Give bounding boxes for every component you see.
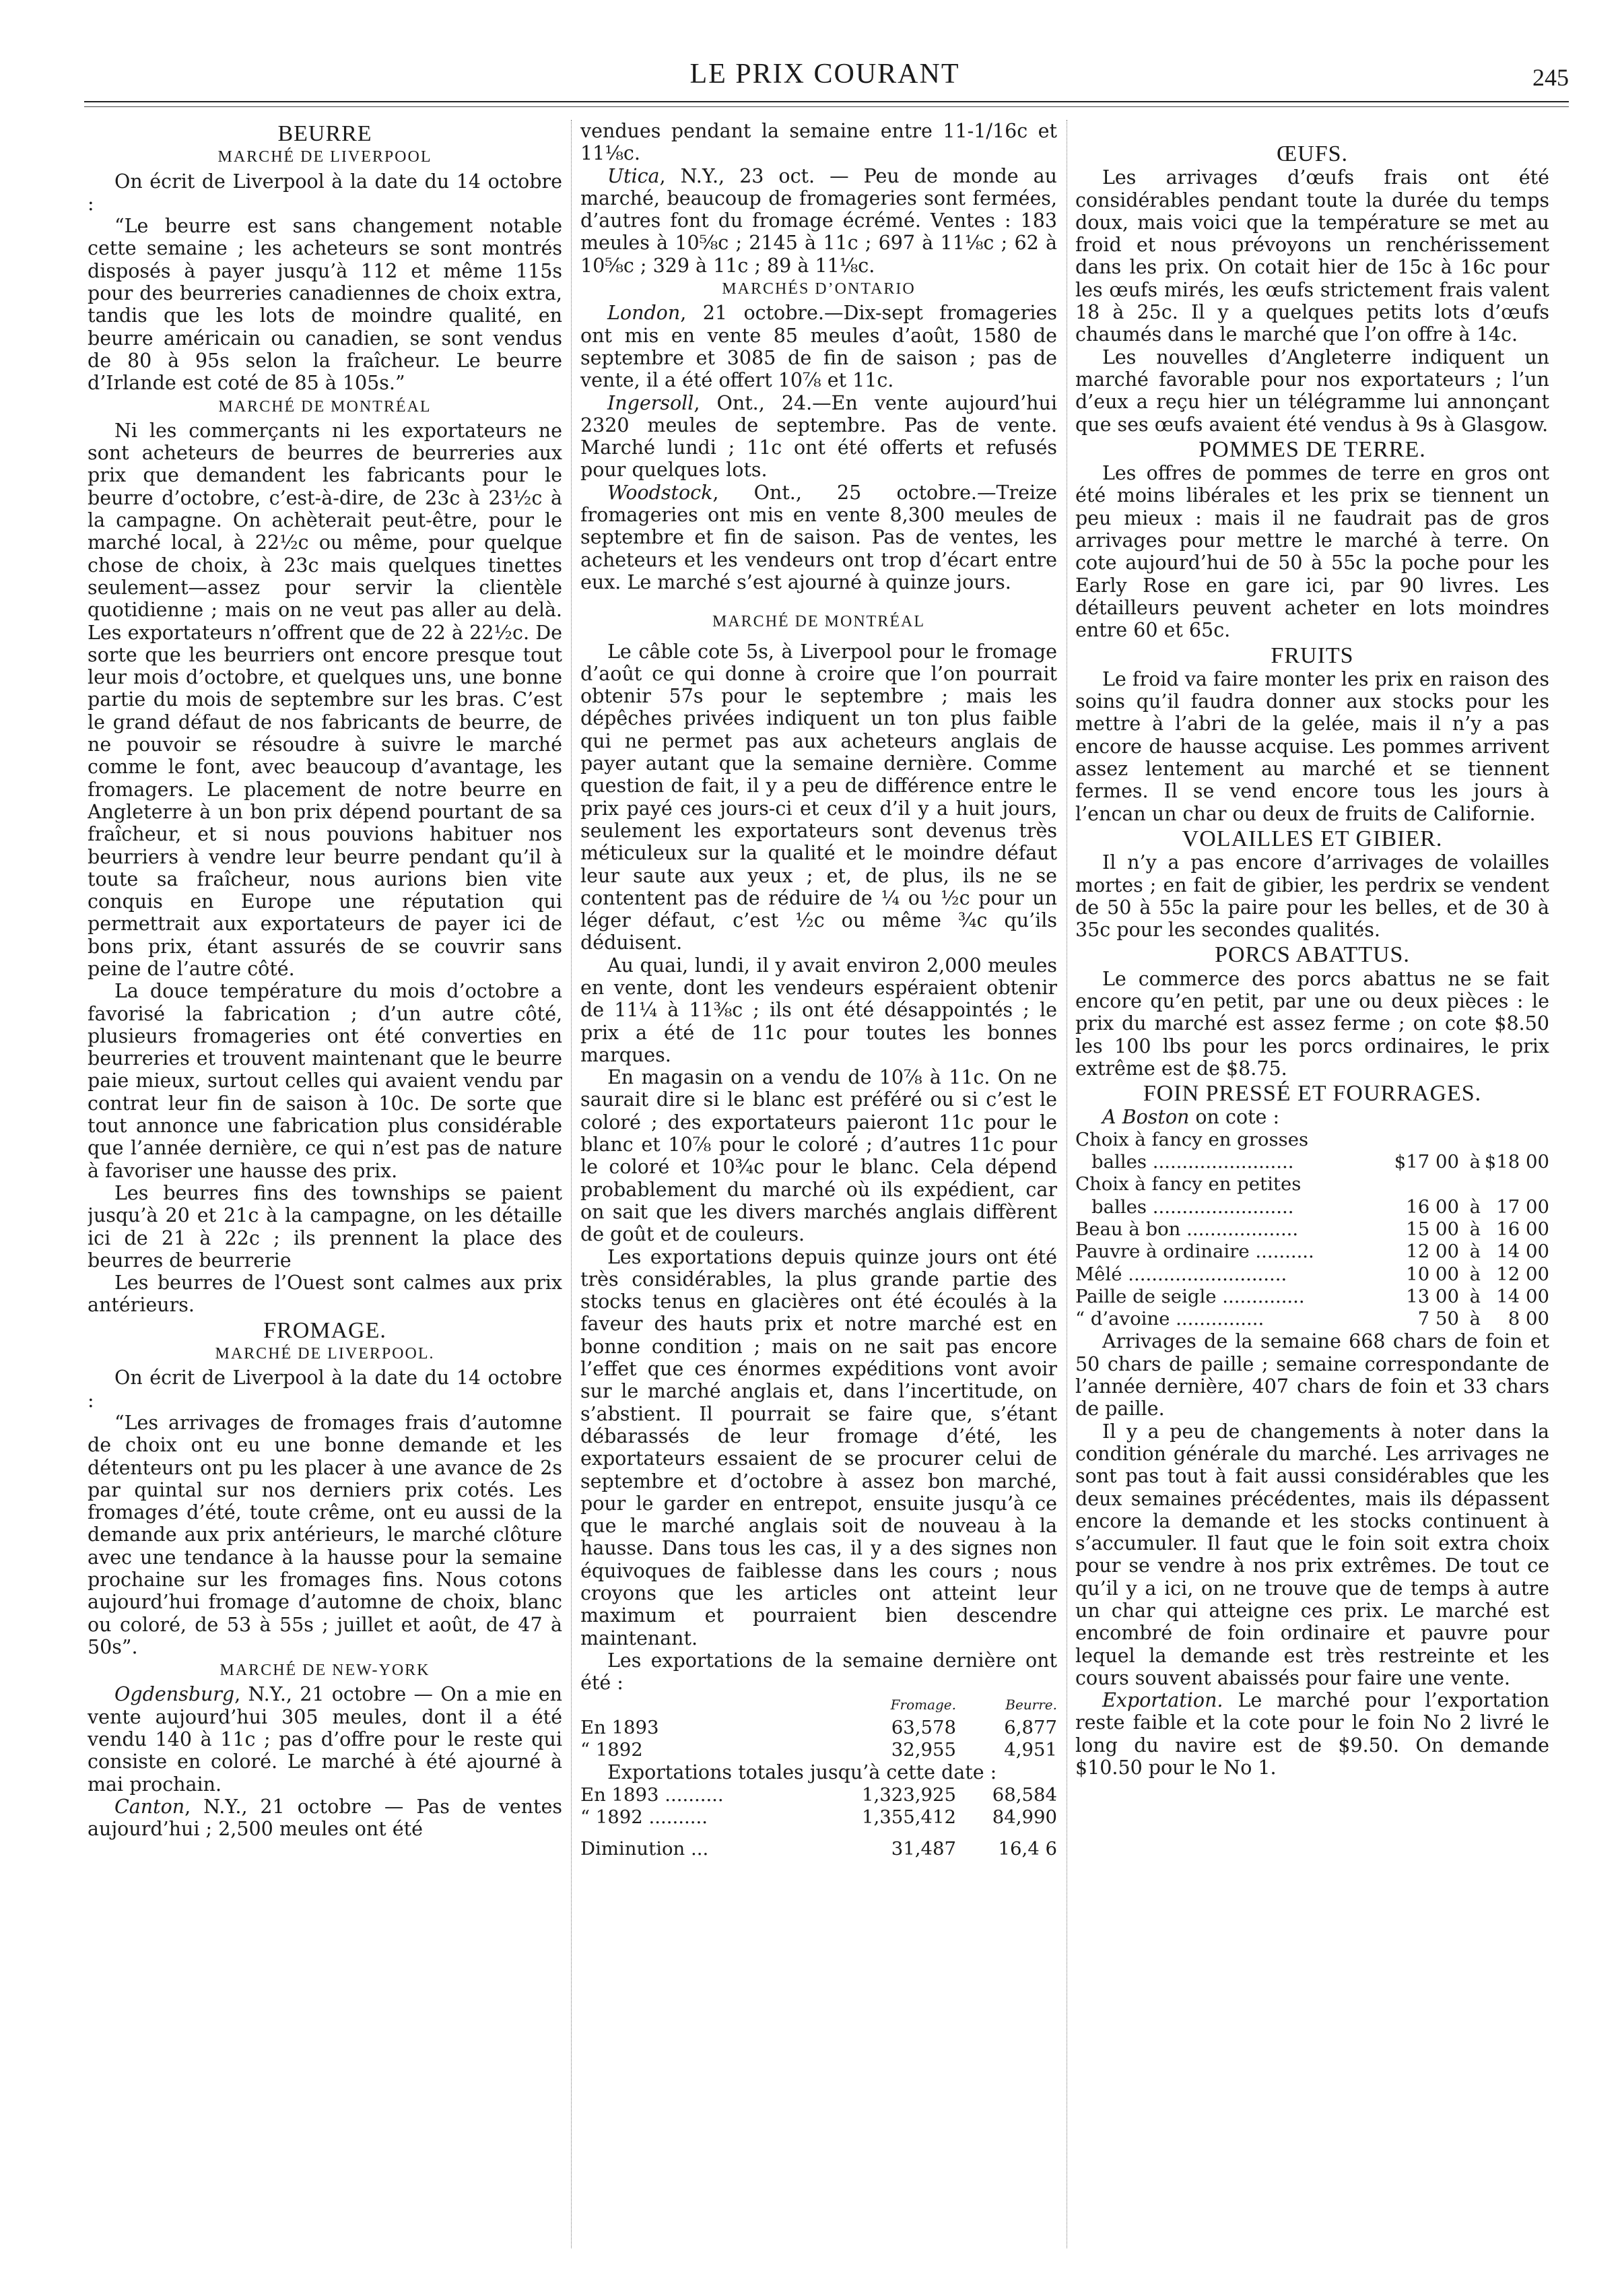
table-cell: $17 00 — [1394, 1151, 1459, 1173]
paragraph: Les beurres fins des townships se paient jusqu’à 20 et 21c à la campagne, on les détaille ici de 21 à 22c ; ils prennent la place des beurres de beurrerie — [88, 1181, 562, 1272]
paragraph — [580, 165, 1057, 277]
table-cell: 84,990 — [992, 1806, 1057, 1828]
table-cell: à — [1469, 1218, 1481, 1240]
table-cell — [1459, 1129, 1481, 1151]
paragraph: Ni les commerçants ni les exportateurs ne sont acheteurs de beurres de beurreries aux prix que demandent les fabricants pour le beurre d’octobre, c’est-à-dire, de 23c à 23½c à la campagne. On achèterait peut-être, pour le marché local, à 22½c ou même, pour quelque chose de choix, à 23c mais quelques tinettes seulement—assez pour servir la clientèle quotidienne ; mais on ne veut pas aller au delà. Les exportateurs n’offrent que de 22 à 22½c. De sorte que les beurriers ont encore presque tout leur mois d’octobre, et quelques uns, une bonne partie du mois de septembre sur les bras. C’est le grand défaut de nos fabricants de beurre, de ne pouvoir se résoudre à suivre le marché comme le font, avec beaucoup d’avantage, les fromagers. Le placement de notre beurre en Angleterre à un bon prix dépend pourtant de sa fraîcheur, et si nous pouvions habituer nos beurriers à vendre leur beurre pendant qu’il à toute sa fraîcheur, nous aurions bien vite conquis en Europe une réputation qui permettrait aux exportateurs de payer ici de bons prix, étant assurés de se couvrir sans peine de l’autre côté. — [88, 419, 562, 980]
section-heading-oeufs: ŒUFS. — [1276, 141, 1349, 166]
table-cell: 31,487 — [891, 1838, 956, 1860]
table-cell: 12 00 — [1496, 1263, 1549, 1285]
table-cell: 6,877 — [1004, 1716, 1057, 1738]
table-cell: 16 00 — [1406, 1195, 1459, 1218]
paragraph — [580, 302, 1057, 391]
place-name: Canton — [114, 1795, 185, 1818]
paragraph-text: , N.Y., 23 oct. — Peu de monde au marché, beaucoup de fromageries sont fermées, d’autres font du fromage écrémé. Ventes : 183 meules à 10⅝c ; 2145 à 11c ; 697 à 11⅛c ; 62 à 10⅝c ; 329 à 11c ; 89 à 11⅛c. — [580, 164, 1057, 277]
table-cell: 8 00 — [1508, 1308, 1549, 1330]
paragraph-text: , N.Y., 21 octobre — On a mie en vente aujourd’hui 305 meules, dont il a été vendu 140 à 11c ; pas d’offre pour le reste qui consiste en coloré. Le marché à été ajourné à mai prochain. — [88, 1683, 562, 1796]
paragraph: vendues pendant la semaine entre 11-1/16c et 11⅛c. — [580, 120, 1057, 165]
table-cell: Beau à bon ................... — [1075, 1218, 1299, 1240]
table-cell: balles ........................ — [1091, 1151, 1294, 1173]
subheading-liverpool: MARCHÉ DE LIVERPOOL — [217, 148, 432, 166]
table-cell: balles ........................ — [1091, 1195, 1294, 1218]
publication-title: LE PRIX COURANT — [689, 59, 960, 90]
table-cell: à — [1469, 1241, 1481, 1263]
table-cell: à — [1469, 1308, 1481, 1330]
table-cell: 16,4 6 — [998, 1838, 1057, 1860]
place-name: Utica — [607, 164, 660, 187]
table-cell: 17 00 — [1496, 1195, 1549, 1218]
section-heading-porcs: PORCS ABATTUS. — [1215, 942, 1410, 968]
paragraph — [88, 1683, 562, 1795]
header-rule — [84, 101, 1569, 102]
table-cell: 1,323,925 — [862, 1783, 956, 1806]
table-cell: 7 50 — [1417, 1308, 1459, 1330]
paragraph: En magasin on a vendu de 10⅞ à 11c. On ne saurait dire si le blanc est préféré ou si c’est le coloré ; des exportateurs paieront 11c pour le blanc et 10⅞ pour le coloré ; d’autres 11c pour le coloré et 10¾c pour le blanc. Cela dépend probablement du marché où ils expédient, car on sait que les divers marchés anglais diffèrent de goût et de couleurs. — [580, 1066, 1057, 1246]
paragraph: Les arrivages d’œufs frais ont été considérables pendant toute la durée du temps doux, mais voici que la température se met au froid et nous prévoyons un renchérissement dans les prix. On cotait hier de 15c à 16c pour les œufs mirés, les œufs strictement frais valent 18 à 25c. Il y a quelques petits lots d’œufs chaumés dans le marché que l’on offre à 14c. — [1075, 166, 1549, 346]
paragraph: Les exportations de la semaine dernière ont été : — [580, 1649, 1057, 1695]
place-name: Ogdensburg — [114, 1683, 235, 1706]
exports-total-table — [580, 1784, 1057, 1861]
table-cell: 14 00 — [1496, 1241, 1549, 1263]
page-number: 245 — [1532, 64, 1569, 91]
table-cell — [1390, 1129, 1459, 1151]
quote-paragraph: “Les arrivages de fromages frais d’automne de choix ont eu une bonne demande et les détenteurs ont pu les placer à une avance de 2s par quintal sur nos derniers prix cotés. Les fromages d’été, toute crême, ont eu aussi de la demande aux prix antérieurs, le marché clôture avec une tendance à la hausse pour la semaine prochaine sur les fromages fins. Nous cotons aujourd’hui fromage d’automne de choix, blanc ou coloré, de 53 à 55s ; juillet et août, de 47 à 50s”. — [88, 1411, 562, 1658]
paragraph: La douce température du mois d’octobre a favorisé la fabrication ; d’un autre côté, plusieurs fromageries ont été converties en beurreries et trouvent maintenant que le beurre paie mieux, surtout celles qui avaient vendu par contrat leur fin de saison à 10c. De sorte que tout annonce une fabrication plus considérable que l’année dernière, ce qui n’est pas de nature à favoriser une hausse des prix. — [88, 980, 562, 1182]
subheading-newyork: MARCHÉ DE NEW-YORK — [220, 1662, 430, 1680]
paragraph — [1075, 1106, 1549, 1128]
page-header — [81, 54, 1569, 100]
table-cell: Mêlé ........................... — [1075, 1263, 1287, 1285]
table-cell: 4,951 — [1004, 1739, 1057, 1761]
table-cell: 68,584 — [992, 1783, 1057, 1806]
paragraph-text: , N.Y., 21 octobre — Pas de ventes aujourd’hui ; 2,500 meules ont été — [88, 1795, 562, 1841]
paragraph — [580, 482, 1057, 593]
table-cell: En 1893 .......... — [580, 1783, 724, 1806]
paragraph: Arrivages de la semaine 668 chars de foin et 50 chars de paille ; semaine correspondante de l’année dernière, 407 chars de foin et 33 chars de paille. — [1075, 1330, 1549, 1420]
table-cell: “ d’avoine ............... — [1075, 1308, 1264, 1330]
table-cell: 16 00 — [1496, 1218, 1549, 1240]
table-header: Fromage. — [890, 1697, 956, 1713]
table-cell — [1459, 1173, 1481, 1195]
exports-week-table — [580, 1694, 1057, 1761]
place-name: London — [607, 302, 681, 325]
subheading-montreal: MARCHÉ DE MONTRÉAL — [712, 613, 925, 631]
paragraph-text: , Ont., 25 octobre.—Treize fromageries ont mis en vente 8,300 meules de septembre et fin de saison. Pas de ventes, les acheteurs et les vendeurs ont trop d’écart entre eux. Le marché s’est ajourné à quinze jours. — [580, 481, 1057, 593]
table-cell: Pauvre à ordinaire .......... — [1075, 1241, 1314, 1263]
subheading-montreal: MARCHÉ DE MONTRÉAL — [218, 397, 432, 416]
table-cell: “ 1892 — [580, 1739, 643, 1761]
table-cell: Paille de seigle .............. — [1075, 1285, 1305, 1307]
paragraph-text: on cote : — [1189, 1106, 1280, 1129]
table-cell — [1481, 1173, 1549, 1195]
paragraph: Les exportations depuis quinze jours ont été très considérables, la plus grande partie des stocks tenus en glacières ont été écoulés à la faveur des hauts prix et notre marché est en bonne condition ; mais on ne sait pas encore l’effet que ces énormes expéditions vont avoir sur le marché anglais et, dans l’incertitude, on s’abstient. Il pourrait se faire que, s’étant débarassés de leur fromage d’été, les exportateurs essaient de se procurer celui de septembre et d’octobre à assez bon marché, pour le garder en entrepot, ensuite jusqu’à ce que le marché anglais soit de nouveau à la hausse. Dans tous les cas, il y a des signes non équivoques de faiblesse dans les cours ; nous croyons que les articles ont atteint leur maximum et pourraient bien descendre maintenant. — [580, 1245, 1057, 1649]
table-cell: 12 00 — [1406, 1241, 1459, 1263]
quote-paragraph: “Le beurre est sans changement notable cette semaine ; les acheteurs se sont montrés disposés à payer jusqu’à 112 et même 115s pour des beurreries canadiennes de choix extra, tandis que les lots de moindre qualité, en beurre américain ou canadien, se sont vendus de 80 à 95s selon la fraîcheur. Le beurre d’Irlande est coté de 85 à 105s.” — [88, 215, 562, 395]
place-name: A Boston — [1102, 1106, 1190, 1129]
column-right — [1075, 120, 1549, 2275]
table-cell: 15 00 — [1406, 1218, 1459, 1240]
table-cell — [1390, 1173, 1459, 1195]
paragraph-text: , Ont., 24.—En vente aujourd’hui 2320 meules de septembre. Pas de vente. Marché lundi ; 11c ont été offerts et refusés pour quelques lots. — [580, 391, 1057, 482]
paragraph — [580, 392, 1057, 482]
header-rule-thin — [84, 106, 1569, 107]
section-heading-fromage: FROMAGE. — [263, 1317, 386, 1343]
table-cell: 32,955 — [891, 1739, 956, 1761]
paragraph: Il y a peu de changements à noter dans la condition générale du marché. Les arrivages ne sont pas tout à fait aussi considérables que les deux semaines précédentes, mais ils dépassent encore la demande et les stocks continuent à s’accumuler. Il faut que le foin soit extra choix pour se vendre à nos prix extrêmes. De tout ce qu’il y a ici, on ne trouve que de temps à autre un char qui atteigne ces prix. Le marché est encombré de foin ordinaire et pauvre pour lequel la demande est très restreinte et les cours souvent abaissés pour faire une vente. — [1075, 1420, 1549, 1689]
paragraph: Les nouvelles d’Angleterre indiquent un marché favorable pour nos exportateurs ; l’un d’eux a reçu hier un télégramme lui annonçant que ses œufs avaient été vendus à 9s à Glasgow. — [1075, 346, 1549, 436]
table-cell: Choix à fancy en petites — [1075, 1173, 1302, 1195]
table-cell: à — [1469, 1285, 1481, 1307]
section-heading-foin: FOIN PRESSÉ ET FOURRAGES. — [1143, 1081, 1482, 1107]
table-cell: 13 00 — [1406, 1285, 1459, 1307]
paragraph: On écrit de Liverpool à la date du 14 octobre : — [88, 170, 562, 215]
table-cell — [1481, 1129, 1549, 1151]
table-cell: à — [1469, 1151, 1481, 1173]
column-middle — [580, 120, 1057, 2275]
paragraph: Exportations totales jusqu’à cette date : — [607, 1761, 997, 1784]
paragraph: Le câble cote 5s, à Liverpool pour le fromage d’août ce qui donne à croire que l’on pourrait obtenir 57s pour le septembre ; mais les dépêches privées indiquent un ton plus faible qui ne permet pas aux acheteurs anglais de payer autant que la semaine dernière. Comme question de fait, il y a peu de différence entre le prix payé ces jours-ci et ceux d’il y a huit jours, seulement les exportateurs sont devenus très méticuleux sur la qualité et le moindre défaut leur saute aux yeux ; et, de plus, ils ne se contentent pas de réduire de ¼ ou ½c pour un léger défaut, c’est ½c ou même ¾c qu’ils déduisent. — [580, 640, 1057, 954]
subheading-ontario: MARCHÉS D’ONTARIO — [722, 280, 916, 298]
section-heading-beurre: BEURRE — [277, 121, 372, 146]
paragraph — [1075, 1689, 1549, 1779]
table-cell: Diminution ... — [580, 1838, 709, 1860]
section-heading-pommes: POMMES DE TERRE. — [1199, 436, 1426, 462]
table-cell: à — [1469, 1263, 1481, 1285]
section-heading-fruits: FRUITS — [1271, 643, 1354, 668]
paragraph — [88, 1796, 562, 1841]
place-name: Ingersoll — [607, 391, 694, 414]
paragraph: Les beurres de l’Ouest sont calmes aux prix antérieurs. — [88, 1272, 562, 1317]
table-header-blank — [580, 1694, 835, 1716]
paragraph: Au quai, lundi, il y avait environ 2,000 meules en vente, dont les vendeurs espéraient obtenir de 11¼ à 11⅜c ; ils ont été désappointés ; le prix a été de 11c pour toutes les bonnes marques. — [580, 954, 1057, 1066]
table-cell: 63,578 — [891, 1716, 956, 1738]
subheading-liverpool: MARCHÉ DE LIVERPOOL. — [215, 1345, 435, 1363]
run-in-label: Exportation. — [1102, 1689, 1223, 1712]
place-name: Woodstock — [607, 481, 713, 504]
column-left — [88, 120, 562, 2275]
paragraph: Il n’y a pas encore d’arrivages de volailles mortes ; en fait de gibier, les perdrix se vendent de 50 à 55c la paire pour les belles, et de 30 à 35c pour les secondes qualités. — [1075, 851, 1549, 942]
column-divider — [571, 120, 572, 2248]
paragraph: Le froid va faire monter les prix en raison des soins qu’il faudra donner aux stocks pour les mettre à l’abri de la gelée, mais il n’y a pas encore de hausse acquise. Les pommes arrivent assez lentement au marché et se tiennent fermes. Il se vend encore tous les jours à l’encan un char ou deux de fruits de Californie. — [1075, 667, 1549, 825]
paragraph-text: Le marché pour l’exportation reste faible et la cote pour le foin No 2 livré le long du navire est de $9.50. On demande $10.50 pour le No 1. — [1075, 1689, 1549, 1779]
table-cell: “ 1892 .......... — [580, 1806, 708, 1828]
table-header: Beurre. — [1005, 1697, 1057, 1713]
table-cell: 14 00 — [1496, 1285, 1549, 1307]
section-heading-volailles: VOLAILLES ET GIBIER. — [1182, 826, 1443, 851]
paragraph-text: , 21 octobre.—Dix-sept fromageries ont mis en vente 85 meules d’août, 1580 de septembre et 3085 de fin de saison ; pas de vente, il a été offert 10⅞ et 11c. — [580, 302, 1057, 392]
table-cell: En 1893 — [580, 1716, 659, 1738]
paragraph: Les offres de pommes de terre en gros ont été moins libérales et les prix se tiennent un peu mieux : mais il ne faudrait pas de gros arrivages pour mettre le marché à terre. On cote aujourd’hui de 50 à 55c la poche pour les Early Rose en gare ici, par 90 livres. Les détailleurs peuvent acheter en lots moindres entre 60 et 65c. — [1075, 462, 1549, 642]
table-cell: $18 00 — [1484, 1151, 1549, 1173]
paragraph: Le commerce des porcs abattus ne se fait encore qu’en petit, par une ou deux pièces : le prix du marché est assez ferme ; on cote $8.50 les 100 lbs pour les porcs ordinaires, le prix extrême est de $8.75. — [1075, 967, 1549, 1080]
table-cell: 1,355,412 — [862, 1806, 956, 1828]
table-cell: à — [1469, 1195, 1481, 1218]
table-cell: 10 00 — [1406, 1263, 1459, 1285]
foin-price-table — [1075, 1129, 1549, 1331]
table-cell: Choix à fancy en grosses — [1075, 1128, 1309, 1150]
paragraph: On écrit de Liverpool à la date du 14 octobre : — [88, 1367, 562, 1412]
